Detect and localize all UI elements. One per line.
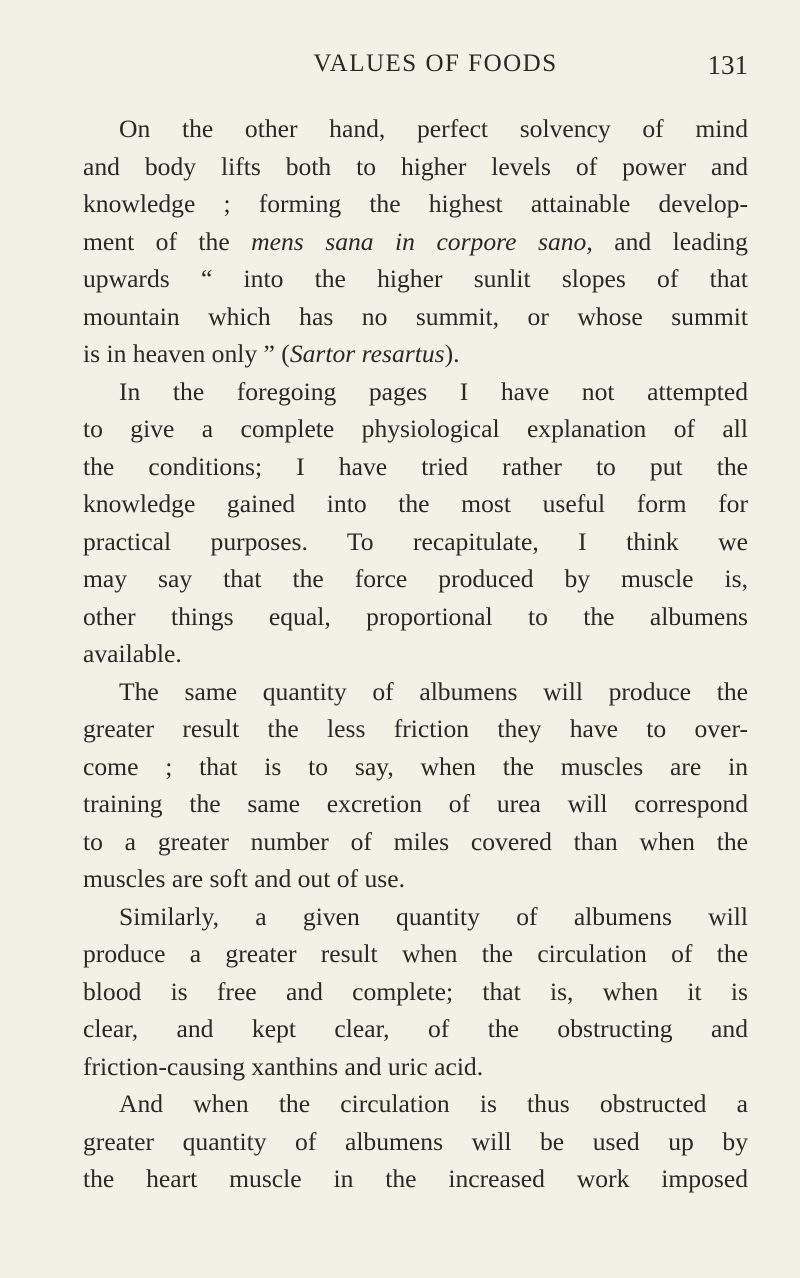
text-line: On the other hand, perfect solvency of mind: [119, 114, 748, 143]
text-line: greater quantity of albumens will be used up by: [83, 1126, 748, 1156]
text-line: In the foregoing pages I have not attempted: [119, 376, 748, 406]
italic-phrase: corpore sano: [436, 226, 587, 256]
text-line: friction-causing xanthins and uric acid.: [83, 1051, 484, 1081]
text-line: upwards “ into the higher sunlit slopes of that: [83, 264, 748, 293]
italic-phrase: Sartor resartus: [289, 339, 445, 368]
text-line: The same quantity of albumens will produce the: [119, 676, 748, 706]
running-title: VALUES OF FOODS: [313, 50, 558, 77]
text-line: available.: [83, 639, 182, 668]
text-line: blood is free and complete; that is, when it is: [83, 976, 748, 1006]
italic-phrase: mens sana: [251, 226, 374, 256]
text-line: mountain which has no summit, or whose summit: [83, 301, 748, 331]
text-line: practical purposes. To recapitulate, I think we: [83, 526, 748, 556]
text-line: produce a greater result when the circulation of the: [83, 939, 748, 968]
text-run: is in heaven only ” (: [83, 339, 290, 368]
text-run: , and leading: [586, 226, 748, 256]
italic-phrase: in: [373, 226, 437, 256]
text-line: knowledge ; forming the highest attainable develop-: [83, 189, 748, 218]
text-line: other things equal, proportional to the albumens: [83, 601, 748, 631]
page-header: [83, 50, 748, 90]
text-line: [83, 223, 748, 261]
body-text: [83, 110, 748, 1198]
text-line: and body lifts both to higher levels of power and: [83, 151, 748, 181]
text-line: muscles are soft and out of use.: [83, 864, 405, 893]
text-line: training the same excretion of urea will correspond: [83, 789, 748, 818]
text-line: come ; that is to say, when the muscles are in: [83, 751, 748, 781]
text-line: to give a complete physiological explanation of all: [83, 414, 748, 443]
text-run: ment of the: [83, 226, 252, 256]
text-line: may say that the force produced by muscle is,: [83, 564, 748, 593]
text-run: ).: [444, 339, 460, 368]
text-line: the heart muscle in the increased work imposed: [83, 1164, 748, 1193]
text-line: knowledge gained into the most useful form for: [83, 489, 748, 518]
text-line: [83, 335, 748, 373]
text-line: greater result the less friction they have to over-: [83, 714, 748, 743]
page-number: 131: [707, 50, 748, 80]
text-line: the conditions; I have tried rather to put the: [83, 451, 748, 481]
text-line: clear, and kept clear, of the obstructing and: [83, 1014, 748, 1043]
text-line: to a greater number of miles covered than when the: [83, 826, 748, 856]
text-line: Similarly, a given quantity of albumens will: [119, 901, 748, 931]
text-line: And when the circulation is thus obstructed a: [119, 1089, 748, 1118]
